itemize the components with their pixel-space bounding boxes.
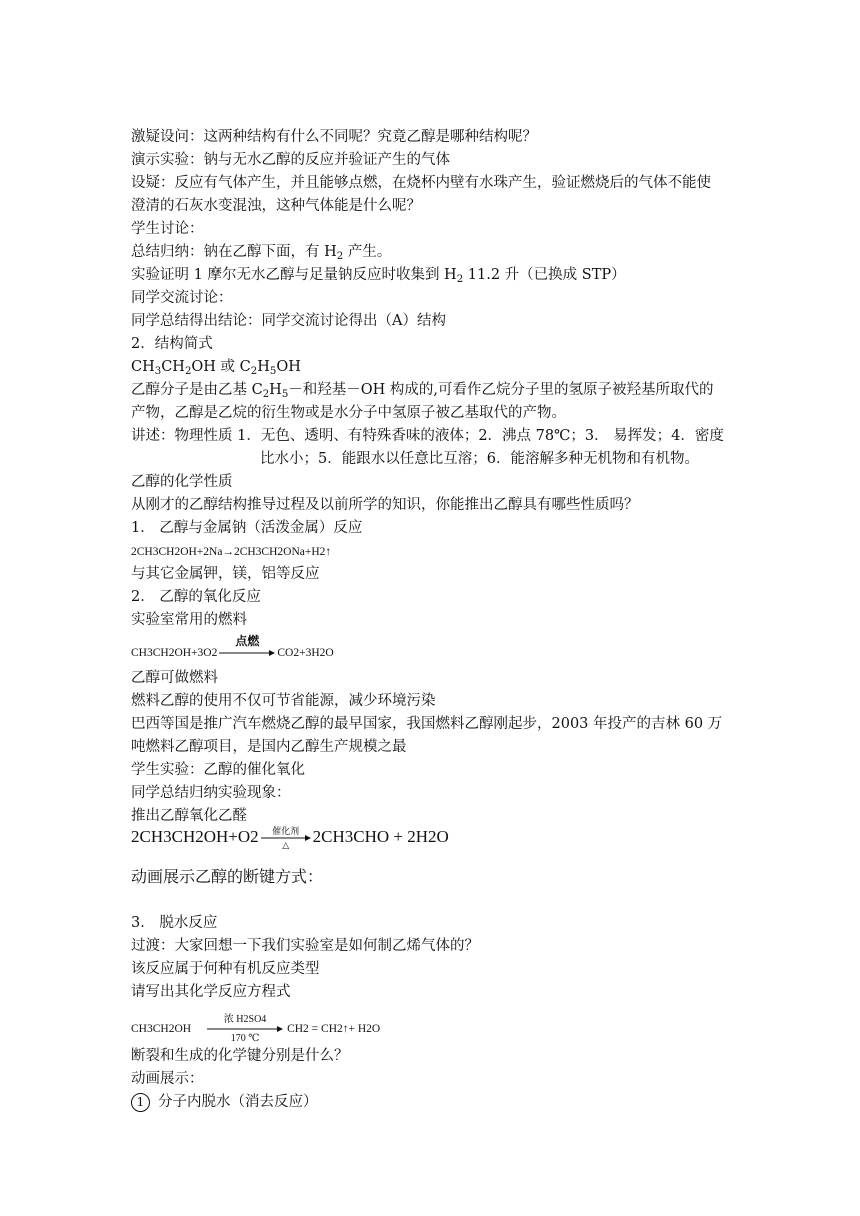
subscript: 5 [281,389,289,400]
text-line: 请写出其化学反应方程式 [131,984,291,1000]
text-line: 讲述：物理性质 1．无色、透明、有特殊香味的液体；2．沸点 78℃；3． 易挥发；4．密度 [131,428,724,444]
heat-symbol: △ [282,840,290,851]
text-line: 学生讨论： [131,221,204,237]
text-fragment: 乙醇分子是由乙基 C [131,382,263,398]
text-fragment: OH [276,359,301,375]
text-line: 学生实验：乙醇的催化氧化 [131,762,305,778]
subscript: 2 [336,251,344,262]
text-line: 实验室常用的燃料 [131,612,247,628]
text-line [131,264,626,286]
formula-line [131,356,301,378]
section-heading: 3． 脱水反应 [131,915,218,931]
arrow-icon [219,649,275,657]
equation-reactants: CH3CH2OH+3O2 [131,647,218,659]
text-line: 乙醇可做燃料 [131,670,218,686]
text-fragment: H [257,359,270,375]
subscript: 2 [250,366,258,377]
text-line: 动画展示乙醇的断键方式： [131,867,324,886]
equation-combustion [131,634,334,664]
subscript: 2 [184,366,192,377]
text-line: 设疑：反应有气体产生，并且能够点燃，在烧杯内壁有水珠产生，验证燃烧后的气体不能使 [131,175,711,191]
subscript: 2 [262,389,270,400]
subscript: 5 [269,366,277,377]
arrow-icon [207,1025,283,1033]
equation-reactants: 2CH3CH2OH+O2 [131,827,259,846]
text-fragment: OH 或 C [191,359,251,375]
section-heading: 乙醇的化学性质 [131,474,233,490]
reaction-condition: 浓 H2SO4 [223,1014,267,1026]
equation-products: 2CH3CHO + 2H2O [312,827,449,846]
text-line: 同学总结得出结论：同学交流讨论得出（A）结构 [131,313,446,329]
subscript: 3 [154,366,162,377]
text-line [131,241,391,263]
text-line: 产物，乙醇是乙烷的衍生物或是水分子中氢原子被乙基取代的产物。 [131,405,566,421]
text-line: 该反应属于何种有机反应类型 [131,961,320,977]
text-line: 断裂和生成的化学键分别是什么？ [131,1048,349,1064]
reaction-condition: 点燃 [235,634,260,649]
reaction-arrow [261,826,311,851]
circled-number: 1 [131,1093,150,1112]
text-line: 激疑设问：这两种结构有什么不同呢？究竟乙醇是哪种结构呢？ [131,129,537,145]
reaction-arrow [207,1014,283,1045]
text-line: 同学总结归纳实验现象： [131,785,291,801]
equation-oxidation [131,826,449,851]
text-fragment: －和羟基－OH 构成的,可看作乙烷分子里的氢原子被羟基所取代的 [288,382,714,398]
section-heading: 2．结构简式 [131,336,213,352]
section-heading: 2． 乙醇的氧化反应 [131,589,261,605]
reaction-condition: 催化剂 [272,826,300,837]
text-fragment: 产生。 [343,244,392,260]
text-line: 动画展示： [131,1071,204,1087]
text-fragment: CH [131,359,155,375]
text-line: 燃料乙醇的使用不仅可节省能源，减少环境污染 [131,693,436,709]
subscript: 2 [456,274,464,285]
text-line: 澄清的石灰水变混浊，这种气体能是什么呢？ [131,198,421,214]
text-fragment: 11.2 升（已换成 STP） [463,267,626,283]
list-item-label: 分子内脱水（消去反应） [158,1094,318,1110]
reaction-arrow [219,634,275,657]
equation-products: CH2 = CH2↑+ H2O [287,1023,381,1035]
text-line: 过渡：大家回想一下我们实验室是如何制乙烯气体的？ [131,938,479,954]
equation-sodium: 2CH3CH2OH+2Na→2CH3CH2ONa+H2↑ [131,546,332,558]
text-line: 从刚才的乙醇结构推导过程及以前所学的知识，你能推出乙醇具有哪些性质吗？ [131,497,639,513]
text-line: 巴西等国是推广汽车燃烧乙醇的最早国家，我国燃料乙醇刚起步，2003 年投产的吉林 60 万 [131,716,723,732]
equation-dehydration [131,1014,381,1045]
equation-reactants: CH3CH2OH [131,1023,192,1035]
text-line: 吨燃料乙醇项目，是国内乙醇生产规模之最 [131,739,407,755]
text-line [131,379,714,401]
text-fragment: CH [161,359,185,375]
text-line: 与其它金属钾，镁，铝等反应 [131,566,320,582]
equation-products: CO2+3H2O [277,647,334,659]
text-fragment: 总结归纳：钠在乙醇下面，有 H [131,244,337,260]
text-line: 推出乙醇氧化乙醛 [131,808,247,824]
section-heading: 1． 乙醇与金属钠（活泼金属）反应 [131,520,363,536]
list-item [131,1091,318,1113]
text-fragment: 实验证明 1 摩尔无水乙醇与足量钠反应时收集到 H [131,267,457,283]
temperature-condition: 170 ℃ [230,1033,260,1045]
text-line: 同学交流讨论： [131,290,233,306]
text-fragment: H [269,382,282,398]
text-line: 比水小；5．能跟水以任意比互溶；6．能溶解多种无机物和有机物。 [260,451,699,467]
text-line: 演示实验：钠与无水乙醇的反应并验证产生的气体 [131,152,450,168]
